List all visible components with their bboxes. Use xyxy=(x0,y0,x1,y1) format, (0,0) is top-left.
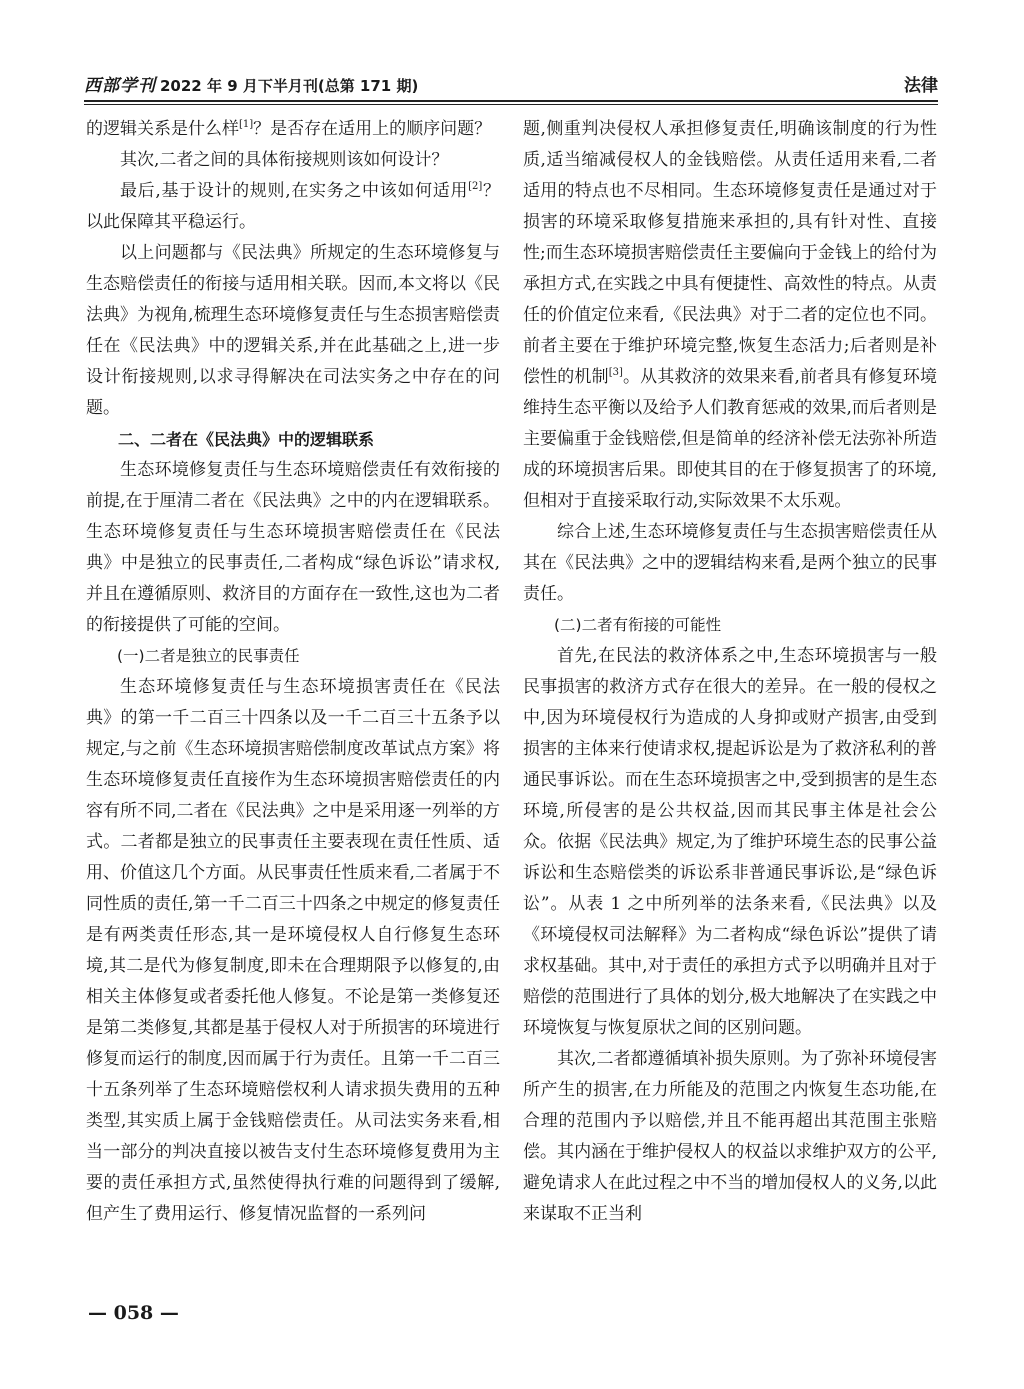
paragraph: 以上问题都与《民法典》所规定的生态环境修复与生态赔偿责任的衔接与适用相关联。因而,本文将以《民法典》为视角,梳理生态环境修复责任与生态损害赔偿责任在《民法典》中的逻辑关系,并在此基础之上,进一步设计衔接规则,以求寻得解决在司法实务之中存在的问题。 xyxy=(86,243,500,418)
issue-info: 2022 年 9 月下半月刊(总第 171 期) xyxy=(160,77,419,95)
left-column xyxy=(86,114,500,1230)
page-header xyxy=(84,70,938,96)
paragraph: 综合上述,生态环境修复责任与生态损害赔偿责任从其在《民法典》之中的逻辑结构来看,是两个独立的民事责任。 xyxy=(523,522,937,604)
header-rule-thin xyxy=(84,104,938,105)
paragraph: 最后,基于设计的规则,在实务之中该如何适用[2]？以此保障其平稳运行。 xyxy=(86,181,500,232)
paragraph: 的逻辑关系是什么样[1]？是否存在适用上的顺序问题？ xyxy=(86,119,492,139)
citation-ref: [3] xyxy=(608,367,623,378)
paragraph: 首先,在民法的救济体系之中,生态环境损害与一般民事损害的救济方式存在很大的差异。在一般的侵权之中,因为环境侵权行为造成的人身抑或财产损害,由受到损害的主体来行使请求权,提起诉讼是为了救济私利的普通民事诉讼。而在生态环境损害之中,受到损害的是生态环境,所侵害的是公共权益,因而其民事主体是社会公众。依据《民法典》规定,为了维护环境生态的民事公益诉讼和生态赔偿类的诉讼系非普通民事诉讼,是“绿色诉讼”。从表 1 之中所列举的法条来看,《民法典》以及《环境侵权司法解释》为二者构成“绿色诉讼”提供了请求权基础。其中,对于责任的承担方式予以明确并且对于赔偿的范围进行了具体的划分,极大地解决了在实践之中环境恢复与恢复原状之间的区别问题。 xyxy=(523,646,937,1038)
citation-ref: [1] xyxy=(239,119,254,130)
paragraph: 生态环境修复责任与生态环境损害责任在《民法典》的第一千二百三十四条以及一千二百三十五条予以规定,与之前《生态环境损害赔偿制度改革试点方案》将生态环境修复责任直接作为生态环境损害赔偿责任的内容有所不同,二者在《民法典》之中是采用逐一列举的方式。二者都是独立的民事责任主要表现在责任性质、适用、价值这几个方面。从民事责任性质来看,二者属于不同性质的责任,第一千二百三十四条之中规定的修复责任是有两类责任形态,其一是环境侵权人自行修复生态环境,其二是代为修复制度,即未在合理期限予以修复的,由相关主体修复或者委托他人修复。不论是第一类修复还是第二类修复,其都是基于侵权人对于所损害的环境进行修复而运行的制度,因而属于行为责任。且第一千二百三十五条列举了生态环境赔偿权利人请求损失费用的五种类型,其实质上属于金钱赔偿责任。从司法实务来看,相当一部分的判决直接以被告支付生态环境修复费用为主要的责任承担方式,虽然使得执行难的问题得到了缓解,但产生了费用运行、修复情况监督的一系列问 xyxy=(86,677,500,1224)
paragraph: 题,侧重判决侵权人承担修复责任,明确该制度的行为性质,适当缩减侵权人的金钱赔偿。从责任适用来看,二者适用的特点也不尽相同。生态环境修复责任是通过对于损害的环境采取修复措施来承担的,具有针对性、直接性;而生态环境损害赔偿责任主要偏向于金钱上的给付为承担方式,在实践之中具有便捷性、高效性的特点。从责任的价值定位来看,《民法典》对于二者的定位也不同。前者主要在于维护环境完整,恢复生态活力;后者则是补偿性的机制[3]。从其救济的效果来看,前者具有修复环境维持生态平衡以及给予人们教育惩戒的效果,而后者则是主要偏重于金钱赔偿,但是简单的经济补偿无法弥补所造成的环境损害后果。即使其目的在于修复损害了的环境,但相对于直接采取行动,实际效果不太乐观。 xyxy=(523,119,938,511)
right-column xyxy=(523,114,937,1230)
section-heading: 二、二者在《民法典》中的逻辑联系 xyxy=(118,430,375,449)
page-number: — 058 — xyxy=(88,1302,179,1324)
paragraph: 其次,二者之间的具体衔接规则该如何设计？ xyxy=(120,150,449,170)
journal-logo: 西部学刊 xyxy=(84,76,156,96)
subsection-heading: (一)二者是独立的民事责任 xyxy=(117,647,300,665)
header-left xyxy=(84,76,418,96)
paragraph: 其次,二者都遵循填补损失原则。为了弥补环境侵害所产生的损害,在力所能及的范围之内恢复生态功能,在合理的范围内予以赔偿,并且不能再超出其范围主张赔偿。其内涵在于维护侵权人的权益以求维护双方的公平,避免请求人在此过程之中不当的增加侵权人的义务,以此来谋取不正当利 xyxy=(523,1049,937,1224)
header-rule xyxy=(84,100,938,102)
citation-ref: [2] xyxy=(468,181,483,192)
section-name: 法律 xyxy=(904,76,938,96)
subsection-heading: (二)二者有衔接的可能性 xyxy=(554,616,722,634)
paragraph: 生态环境修复责任与生态环境赔偿责任有效衔接的前提,在于厘清二者在《民法典》之中的内在逻辑联系。生态环境修复责任与生态环境损害赔偿责任在《民法典》中是独立的民事责任,二者构成“绿色诉讼”请求权,并且在遵循原则、救济目的方面存在一致性,这也为二者的衔接提供了可能的空间。 xyxy=(86,460,500,635)
